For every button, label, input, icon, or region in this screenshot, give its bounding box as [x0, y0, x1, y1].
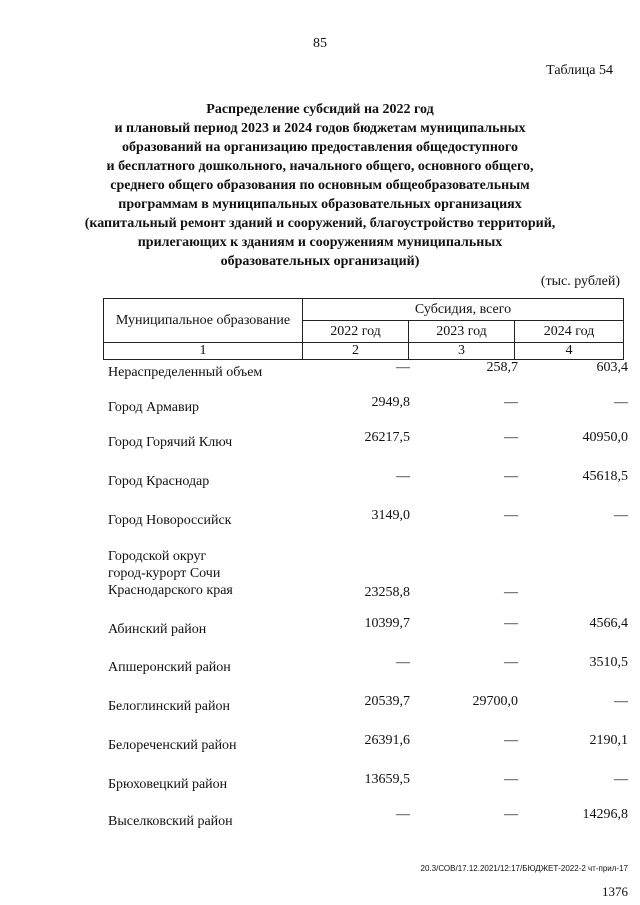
- subsidy-2022: —: [396, 807, 410, 822]
- municipality-name: Город Горячий Ключ: [108, 435, 233, 450]
- table-label: Таблица 54: [546, 63, 613, 78]
- subsidy-2022: 23258,8: [364, 585, 410, 600]
- header-colnum-2: 2: [303, 343, 409, 360]
- subsidy-2023: —: [504, 469, 518, 484]
- subsidy-2022: 26217,5: [364, 430, 410, 445]
- municipality-name: Белореченский район: [108, 738, 237, 753]
- municipality-name: Нераспределенный объем: [108, 365, 263, 380]
- subsidy-2023: —: [504, 807, 518, 822]
- municipality-name: Брюховецкий район: [108, 777, 228, 792]
- subsidy-2024: 14296,8: [582, 807, 628, 822]
- subsidy-2024: 2190,1: [589, 733, 628, 748]
- municipality-name: Белоглинский район: [108, 699, 230, 714]
- subsidy-2024: —: [614, 508, 628, 523]
- header-year-2024: 2024 год: [515, 321, 624, 343]
- title-line: прилегающих к зданиям и сооружениям муниципальных: [137, 235, 503, 250]
- subsidy-2023: —: [504, 772, 518, 787]
- table-header: [103, 298, 624, 360]
- subsidy-2023: —: [504, 585, 518, 600]
- header-year-2023: 2023 год: [409, 321, 515, 343]
- document-title: [80, 100, 560, 271]
- subsidy-2022: —: [396, 469, 410, 484]
- subsidy-2022: 3149,0: [371, 508, 410, 523]
- header-subsidy-total: Субсидия, всего: [303, 299, 624, 321]
- title-line: Распределение субсидий на 2022 год: [206, 102, 434, 117]
- title-line: образовательных организаций): [220, 254, 420, 269]
- subsidy-2023: 258,7: [486, 360, 518, 375]
- subsidy-2022: 26391,6: [364, 733, 410, 748]
- subsidy-2023: —: [504, 395, 518, 410]
- subsidy-2024: 3510,5: [589, 655, 628, 670]
- title-line: образований на организацию предоставления общедоступного: [122, 140, 518, 155]
- header-colnum-4: 4: [515, 343, 624, 360]
- title-line: и бесплатного дошкольного, начального общего, основного общего,: [106, 159, 534, 174]
- document-number: 1376: [602, 884, 628, 899]
- municipality-name: Город Новороссийск: [108, 513, 232, 528]
- unit-note: (тыс. рублей): [540, 274, 620, 289]
- subsidy-2023: —: [504, 616, 518, 631]
- subsidy-2024: 4566,4: [589, 616, 628, 631]
- title-line: и плановый период 2023 и 2024 годов бюджетам муниципальных: [114, 121, 526, 136]
- header-colnum-3: 3: [409, 343, 515, 360]
- subsidy-2023: 29700,0: [472, 694, 518, 709]
- subsidy-2022: 20539,7: [364, 694, 410, 709]
- subsidy-2022: —: [396, 655, 410, 670]
- municipality-name: Апшеронский район: [108, 660, 231, 675]
- subsidy-2022: 13659,5: [364, 772, 410, 787]
- subsidy-2024: —: [614, 395, 628, 410]
- municipality-name: Город Армавир: [108, 400, 200, 415]
- subsidy-2023: —: [504, 733, 518, 748]
- municipality-name: Городской округ город-курорт Сочи Краснодарского края: [108, 549, 233, 598]
- subsidy-2024: —: [614, 694, 628, 709]
- subsidy-2023: —: [504, 508, 518, 523]
- municipality-name: Город Краснодар: [108, 474, 210, 489]
- document-code: 20.3/СОВ/17.12.2021/12:17/БЮДЖЕТ-2022-2 чт-прил-17: [420, 864, 628, 873]
- subsidy-2024: 45618,5: [582, 469, 628, 484]
- header-municipality: Муниципальное образование: [104, 299, 303, 343]
- page-number: 85: [313, 36, 327, 51]
- municipality-name: Выселковский район: [108, 814, 233, 829]
- subsidy-2024: —: [614, 772, 628, 787]
- subsidy-2022: —: [396, 360, 410, 375]
- header-colnum-1: 1: [104, 343, 303, 360]
- subsidy-2023: —: [504, 430, 518, 445]
- subsidy-2022: 2949,8: [371, 395, 410, 410]
- municipality-name: Абинский район: [108, 622, 207, 637]
- subsidy-2024: 40950,0: [582, 430, 628, 445]
- title-line: (капитальный ремонт зданий и сооружений, благоустройство территорий,: [84, 216, 556, 231]
- title-line: среднего общего образования по основным общеобразовательным: [110, 178, 530, 193]
- subsidy-2022: 10399,7: [364, 616, 410, 631]
- title-line: программам в муниципальных образовательных организациях: [118, 197, 522, 212]
- subsidy-2023: —: [504, 655, 518, 670]
- subsidy-2024: 603,4: [596, 360, 628, 375]
- header-year-2022: 2022 год: [303, 321, 409, 343]
